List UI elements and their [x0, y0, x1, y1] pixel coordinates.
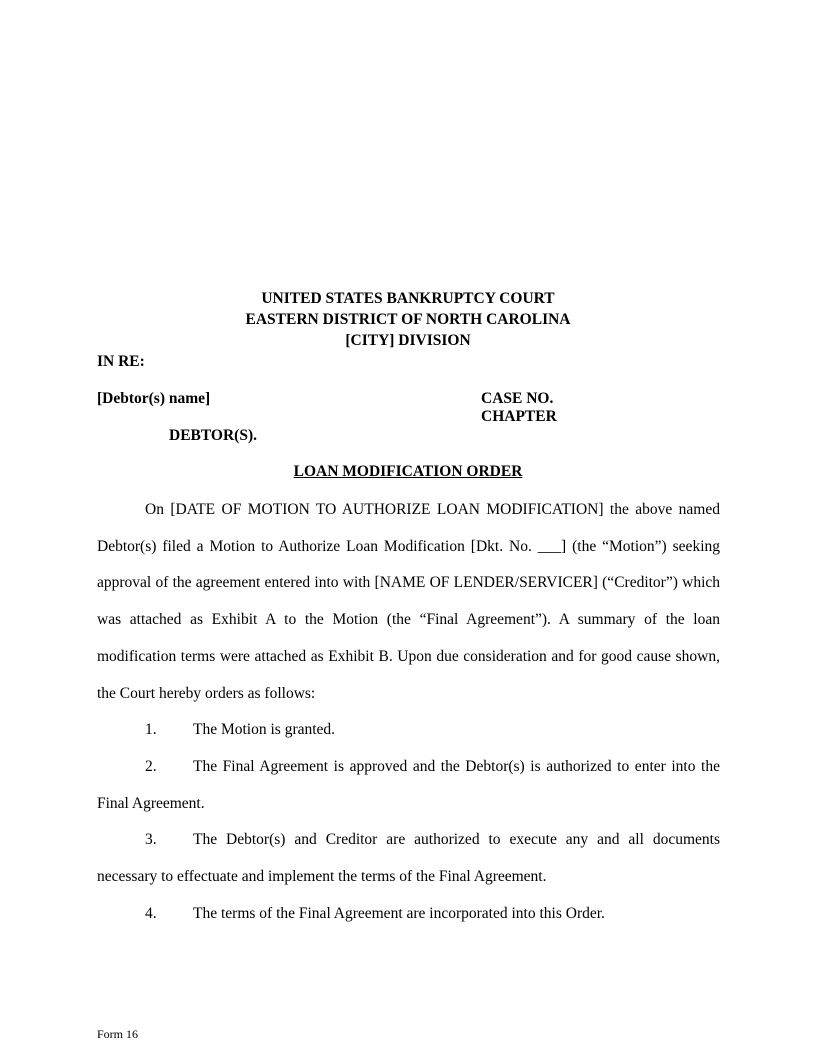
item-number: 1. [145, 721, 157, 738]
form-number: Form 16 [97, 1027, 139, 1041]
item-text: The Debtor(s) and Creditor are authorized to execute any and all documents necessary to effectuate and implement the terms of the Final Agreement. [97, 831, 720, 885]
order-title [0, 463, 816, 481]
item-number: 3. [145, 831, 157, 848]
court-name: UNITED STATES BANKRUPTCY COURT [261, 290, 555, 307]
item-number: 4. [145, 905, 157, 922]
order-title-text: LOAN MODIFICATION ORDER [293, 463, 523, 480]
debtors-label: DEBTOR(S). [169, 427, 257, 444]
item-text: The terms of the Final Agreement are incorporated into this Order. [193, 905, 605, 922]
chapter-label: CHAPTER [481, 408, 557, 425]
in-re-label: IN RE: [97, 353, 145, 370]
division-name: [CITY] DIVISION [345, 332, 471, 349]
item-number: 2. [145, 758, 157, 775]
item-text: The Motion is granted. [193, 721, 336, 738]
district-name: EASTERN DISTRICT OF NORTH CAROLINA [245, 311, 571, 328]
debtor-name: [Debtor(s) name] [97, 390, 211, 407]
case-number-label: CASE NO. [481, 390, 554, 407]
item-text: The Final Agreement is approved and the Debtor(s) is authorized to enter into the Final Agreement. [97, 758, 720, 812]
intro-paragraph: On [DATE OF MOTION TO AUTHORIZE LOAN MODIFICATION] the above named Debtor(s) filed a Motion to Authorize Loan Modification [Dkt. No. ___] (the “Motion”) seeking approval of the agreement entered into with [NAME OF LENDER/SERVICER] (“Creditor”) which was attached as Exhibit A to the Motion (the “Final Agreement”). A summary of the loan modification terms were attached as Exhibit B. Upon due consideration and for good cause shown, the Court hereby orders as follows: [97, 501, 720, 702]
